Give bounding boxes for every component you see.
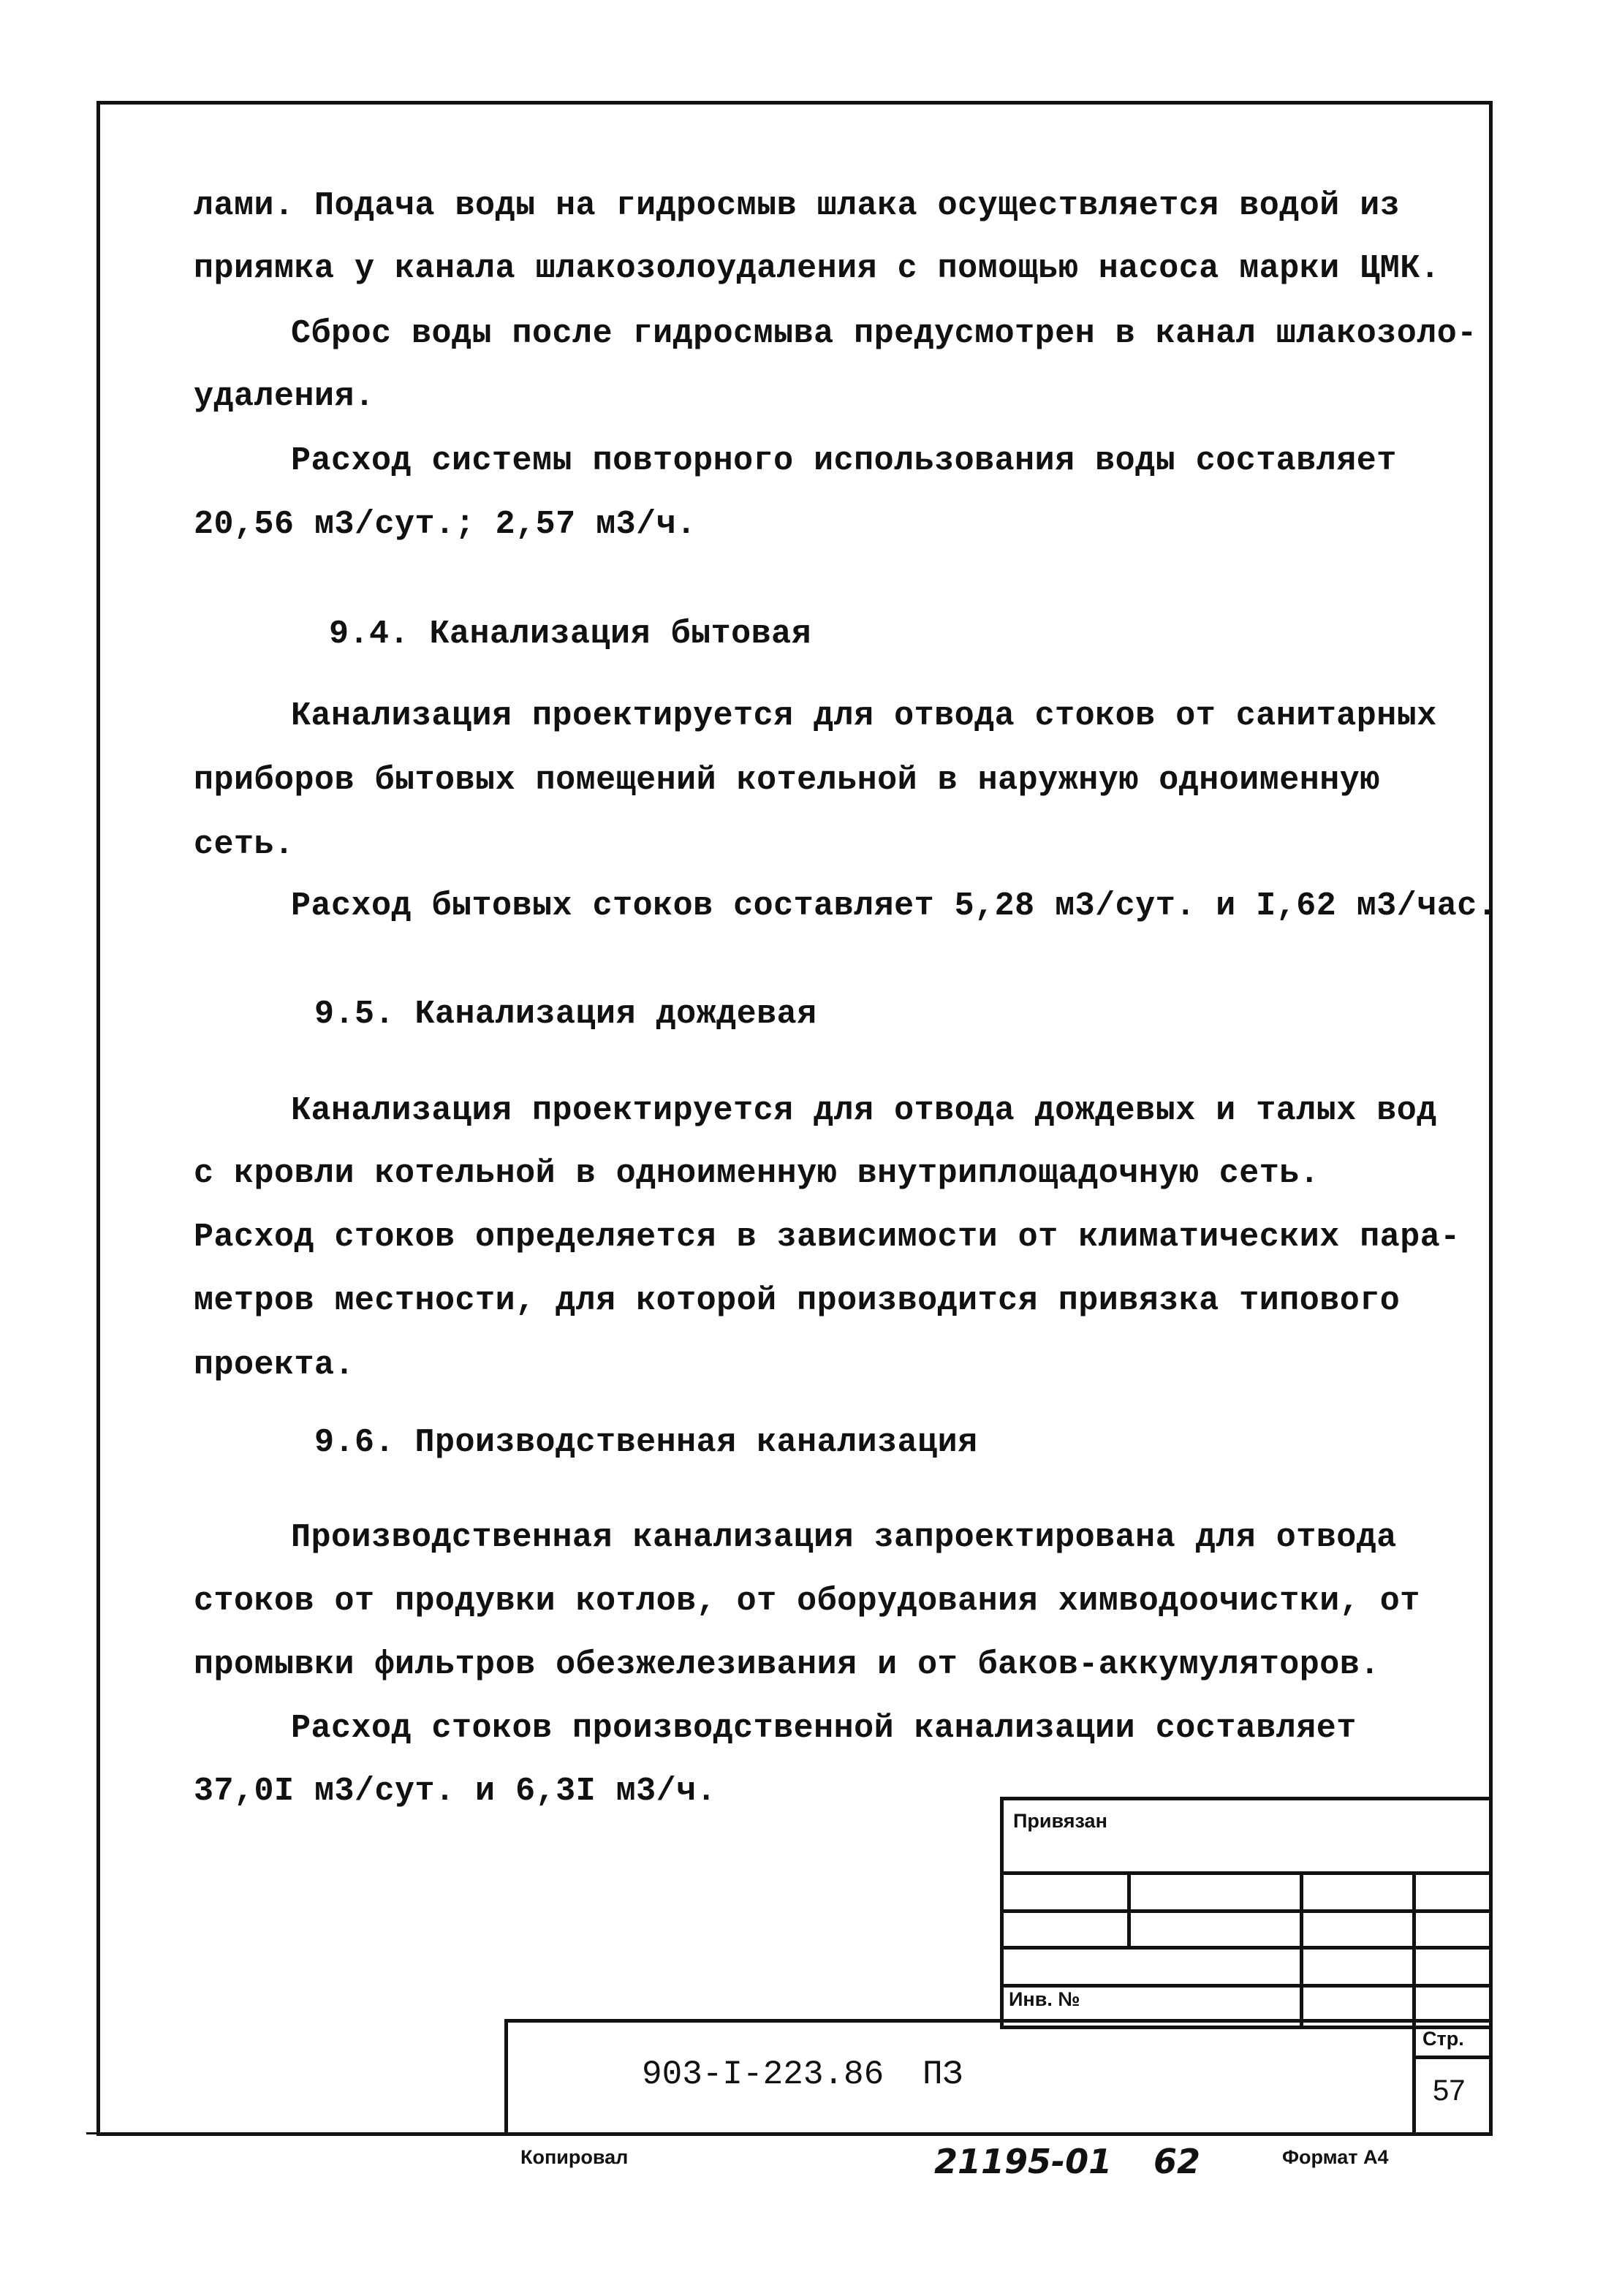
stamp-row-divider [1000,1909,1493,1913]
text-line: 20,56 м3/сут.; 2,57 м3/ч. [194,506,697,543]
text-line: Канализация проектируется для отвода стоков от санитарных [291,697,1437,735]
stamp-row-divider [1000,1984,1493,1988]
section-heading-9-6: 9.6. Производственная канализация [314,1424,978,1461]
kopiroval-label: Копировал [520,2146,629,2168]
handwritten-page: 62 [1153,2142,1201,2181]
text-line: Производственная канализация запроектирована для отвода [291,1519,1397,1556]
footer-rule [86,2132,1493,2134]
handwritten-number: 21195-01 [934,2142,1113,2181]
page-number: 57 [1433,2075,1466,2107]
text-line: удаления. [194,378,375,415]
text-line: приямка у канала шлакозолоудаления с помощью насоса марки ЦМК. [194,250,1441,287]
text-line: проекта. [194,1346,355,1384]
text-line: Расход бытовых стоков составляет 5,28 м3/сут. и I,62 м3/час. [291,887,1498,925]
text-line: Расход системы повторного использования воды составляет [291,442,1397,480]
page-label: Стр. [1422,2028,1464,2050]
privyazan-label: Привязан [1013,1810,1107,1832]
title-block-divider [1412,2019,1416,2136]
stamp-row-divider [1000,1946,1493,1950]
stamp-row-divider [1000,1871,1493,1875]
document-code: 903-I-223.86 [642,2056,884,2094]
section-heading-9-4: 9.4. Канализация бытовая [329,615,812,653]
format-label: Формат А4 [1282,2146,1389,2168]
stamp-col-divider [1127,1871,1131,1949]
text-line: сеть. [194,826,295,863]
text-line: Сброс воды после гидросмыва предусмотрен в канал шлакозоло- [291,315,1477,352]
text-line: с кровли котельной в одноименную внутриплощадочную сеть. [194,1155,1320,1192]
text-line: Канализация проектируется для отвода дождевых и талых вод [291,1092,1437,1129]
text-line: метров местности, для которой производится привязка типового [194,1282,1401,1319]
text-line: Расход стоков определяется в зависимости от климатических пара- [194,1219,1460,1256]
stamp-col-divider [1300,1871,1303,2029]
text-line: приборов бытовых помещений котельной в наружную одноименную [194,762,1380,799]
inventory-number-label: Инв. № [1009,1988,1080,2010]
title-block-divider [1412,2056,1493,2059]
text-line: лами. Подача воды на гидросмыв шлака осуществляется водой из [194,187,1401,224]
document-type: ПЗ [922,2056,963,2094]
section-heading-9-5: 9.5. Канализация дождевая [314,996,817,1033]
text-line: стоков от продувки котлов, от оборудования химводоочистки, от [194,1583,1420,1620]
stamp-col-divider [1412,1871,1416,2029]
text-line: Расход стоков производственной канализации составляет [291,1710,1357,1747]
text-line: промывки фильтров обезжелезивания и от баков-аккумуляторов. [194,1646,1380,1683]
text-line: 37,0I м3/сут. и 6,3I м3/ч. [194,1773,717,1810]
